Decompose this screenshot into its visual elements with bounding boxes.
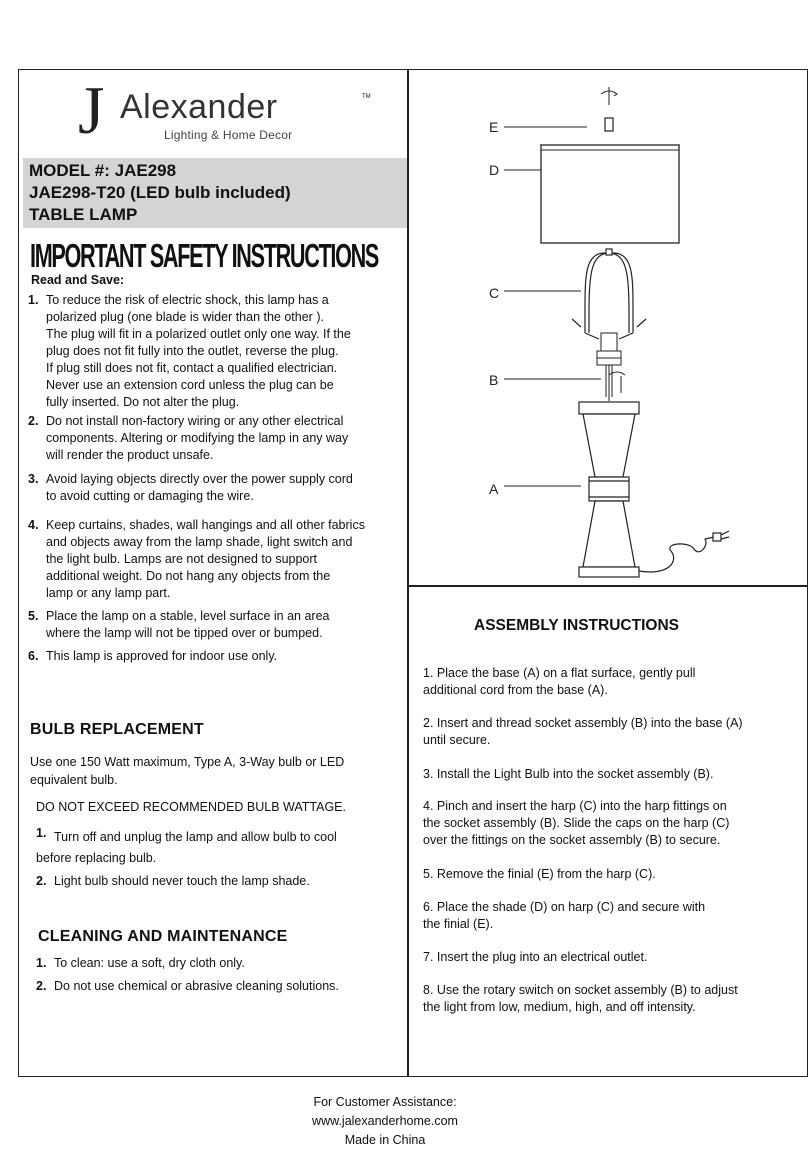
item-line: where the lamp will not be tipped over or bumped. <box>46 626 323 640</box>
footer <box>290 1093 480 1150</box>
product-type: TABLE LAMP <box>29 205 138 224</box>
item-number: 1. <box>28 293 39 307</box>
logo-letter: J <box>78 72 105 148</box>
assembly-step <box>423 665 793 699</box>
bulb-item <box>36 825 396 849</box>
cleaning-title: CLEANING AND MAINTENANCE <box>38 928 288 945</box>
diagram-label-a: A <box>489 481 499 497</box>
item-line: To clean: use a soft, dry cloth only. <box>54 956 245 970</box>
safety-item <box>28 413 348 464</box>
assembly-title: ASSEMBLY INSTRUCTIONS <box>474 617 679 634</box>
assembly-step <box>423 866 793 883</box>
footer-website: www.jalexanderhome.com <box>312 1114 458 1128</box>
assembly-step <box>423 899 793 933</box>
step-line: additional cord from the base (A). <box>423 683 608 697</box>
bulb-item <box>36 873 310 890</box>
item-line: will render the product unsafe. <box>46 448 214 462</box>
item-number: 3. <box>28 472 39 486</box>
shade-part <box>541 145 679 243</box>
read-and-save: Read and Save: <box>31 273 125 287</box>
step-line: 8. Use the rotary switch on socket assembly (B) to adjust <box>423 983 738 997</box>
step-line: 1. Place the base (A) on a flat surface, gently pull <box>423 666 696 680</box>
step-line: the finial (E). <box>423 917 494 931</box>
safety-item <box>28 517 365 602</box>
item-line: The plug will fit in a polarized outlet only one way. If the <box>46 327 351 341</box>
base-part <box>579 402 729 577</box>
item-line: fully inserted. Do not alter the plug. <box>46 395 240 409</box>
item-line: plug does not fit fully into the outlet, reverse the plug. <box>46 344 339 358</box>
logo-tagline: Lighting & Home Decor <box>164 128 293 142</box>
assembly-step <box>423 982 793 1016</box>
item-line: Avoid laying objects directly over the power supply cord <box>46 472 353 486</box>
item-line: Keep curtains, shades, wall hangings and all other fabrics <box>46 518 365 532</box>
item-number: 2. <box>36 874 47 888</box>
cleaning-item <box>36 955 245 972</box>
diagram-label-d: D <box>489 162 500 178</box>
model-variant: JAE298-T20 (LED bulb included) <box>29 183 291 202</box>
step-line: over the fittings on the socket assembly (B) to secure. <box>423 833 721 847</box>
item-line: the light bulb. Lamps are not designed to support <box>46 552 318 566</box>
step-line: 4. Pinch and insert the harp (C) into the harp fittings on <box>423 799 727 813</box>
item-line: and objects away from the lamp shade, light switch and <box>46 535 353 549</box>
step-line: 5. Remove the finial (E) from the harp (C). <box>423 867 656 881</box>
model-number: MODEL #: JAE298 <box>29 161 177 180</box>
diagram-label-e: E <box>489 119 499 135</box>
logo-trademark: TM <box>362 94 371 100</box>
step-line: the light from low, medium, high, and off intensity. <box>423 1000 696 1014</box>
item-number: 2. <box>28 414 39 428</box>
item-line: polarized plug (one blade is wider than the other ). <box>46 310 324 324</box>
item-number: 1. <box>36 826 47 840</box>
safety-item <box>28 608 330 642</box>
item-line: Turn off and unplug the lamp and allow bulb to cool <box>54 830 337 844</box>
bulb-text-2: equivalent bulb. <box>30 773 118 787</box>
step-line: the socket assembly (B). Slide the caps on the harp (C) <box>423 816 730 830</box>
safety-item <box>28 471 353 505</box>
assembly-step <box>423 715 793 749</box>
item-line: to avoid cutting or damaging the wire. <box>46 489 254 503</box>
step-line: 7. Insert the plug into an electrical outlet. <box>423 950 648 964</box>
bulb-warning: DO NOT EXCEED RECOMMENDED BULB WATTAGE. <box>36 800 346 814</box>
step-line: 3. Install the Light Bulb into the socket assembly (B). <box>423 767 714 781</box>
model-box <box>23 158 407 228</box>
item-number: 6. <box>28 649 39 663</box>
safety-title: IMPORTANT SAFETY INSTRUCTIONS <box>30 238 379 275</box>
item-line: This lamp is approved for indoor use only. <box>46 649 278 663</box>
item-line: lamp or any lamp part. <box>46 586 171 600</box>
assembly-step <box>423 766 793 783</box>
item-line: additional weight. Do not hang any objects from the <box>46 569 331 583</box>
item-line: Do not use chemical or abrasive cleaning solutions. <box>54 979 339 993</box>
step-line: 2. Insert and thread socket assembly (B) into the base (A) <box>423 716 743 730</box>
safety-item <box>28 648 277 665</box>
assembly-step <box>423 949 793 966</box>
diagram-divider <box>407 585 808 587</box>
assembly-step <box>423 798 793 849</box>
cleaning-item <box>36 978 339 995</box>
step-line: 6. Place the shade (D) on harp (C) and secure with <box>423 900 706 914</box>
item-line: Place the lamp on a stable, level surface in an area <box>46 609 330 623</box>
item-number: 1. <box>36 956 47 970</box>
brand-logo <box>78 72 378 148</box>
diagram-label-c: C <box>489 285 500 301</box>
item-line: Light bulb should never touch the lamp shade. <box>54 874 310 888</box>
item-line: Never use an extension cord unless the plug can be <box>46 378 334 392</box>
safety-item <box>28 292 351 411</box>
logo-name: Alexander <box>120 88 278 126</box>
socket-part <box>597 333 625 401</box>
step-line: until secure. <box>423 733 491 747</box>
harp-part <box>572 249 646 339</box>
bulb-title: BULB REPLACEMENT <box>30 721 204 738</box>
diagram-label-b: B <box>489 372 499 388</box>
item-number: 4. <box>28 518 39 532</box>
lamp-diagram <box>409 71 806 583</box>
bulb-text-1: Use one 150 Watt maximum, Type A, 3-Way bulb or LED <box>30 755 345 769</box>
footer-origin: Made in China <box>344 1133 426 1147</box>
item-line: If plug still does not fit, contact a qualified electrician. <box>46 361 338 375</box>
item-number: 2. <box>36 979 47 993</box>
item-line: components. Altering or modifying the lamp in any way <box>46 431 349 445</box>
item-line: Do not install non-factory wiring or any other electrical <box>46 414 344 428</box>
bulb-item-cont: before replacing bulb. <box>36 851 157 865</box>
footer-assistance: For Customer Assistance: <box>313 1095 457 1109</box>
item-number: 5. <box>28 609 39 623</box>
finial-part <box>601 87 617 131</box>
item-line: To reduce the risk of electric shock, this lamp has a <box>46 293 329 307</box>
